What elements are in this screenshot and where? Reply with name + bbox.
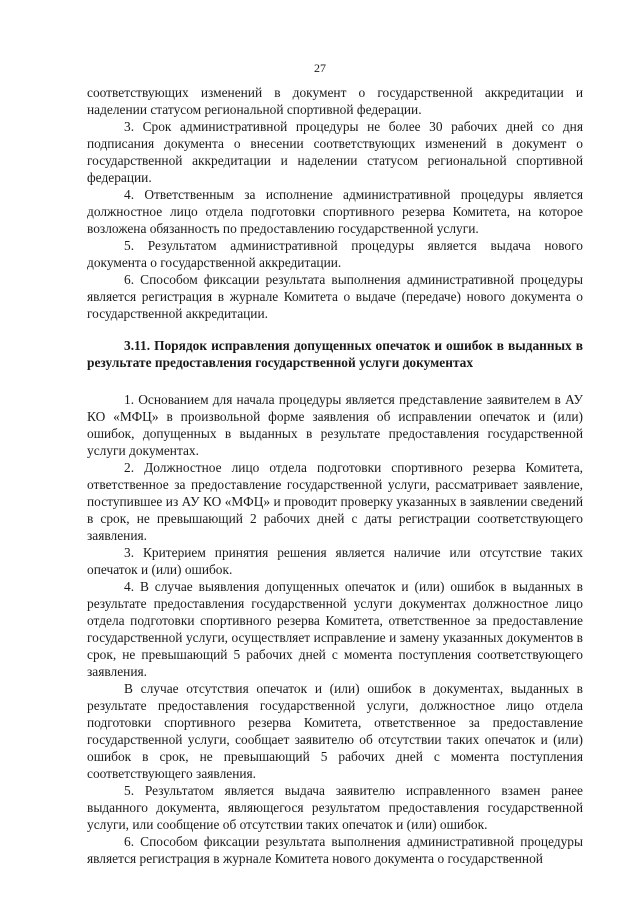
section-heading: 3.11. Порядок исправления допущенных опечаток и ошибок в выданных в результате предоставления государственной услуги документах bbox=[87, 338, 583, 370]
paragraph-item-6: 6. Способом фиксации результата выполнения административной процедуры является регистрация в журнале Комитета о выдаче (передаче) нового документа о государственной аккредитации. bbox=[87, 272, 583, 321]
document-body bbox=[87, 84, 583, 867]
paragraph-no-errors: В случае отсутствия опечаток и (или) ошибок в документах, выданных в результате предоставления государственной услуги, должностное лицо отдела подготовки спортивного резерва Комитета, ответственное за предоставление государственной услуги, сообщает заявителю об отсутствии таких опечаток и (или) ошибок в срок, не превышающий 5 рабочих дней с момента поступления соответствующего заявления. bbox=[87, 681, 583, 781]
paragraph-item-5b: 5. Результатом является выдача заявителю исправленного взамен ранее выданного документа, являющегося результатом предоставления государственной услуги, или сообщение об отсутствии таких опечаток и (или) ошибок. bbox=[87, 783, 583, 832]
paragraph-item-3b: 3. Критерием принятия решения является наличие или отсутствие таких опечаток и (или) ошибок. bbox=[87, 545, 583, 577]
paragraph-item-2: 2. Должностное лицо отдела подготовки спортивного резерва Комитета, ответственное за предоставление государственной услуги, рассматривает заявление, поступившее из АУ КО «МФЦ» и проводит проверку указанных в заявлении сведений в срок, не превышающий 2 рабочих дней с даты регистрации соответствующего заявления. bbox=[87, 460, 583, 543]
paragraph-item-1: 1. Основанием для начала процедуры является представление заявителем в АУ КО «МФЦ» в произвольной форме заявления об исправлении опечаток и (или) ошибок, допущенных в выданных в результате предоставления государственной услуги документах. bbox=[87, 392, 583, 458]
paragraph-item-5: 5. Результатом административной процедуры является выдача нового документа о государственной аккредитации. bbox=[87, 238, 583, 270]
paragraph-continuation: соответствующих изменений в документ о государственной аккредитации и наделении статусом региональной спортивной федерации. bbox=[87, 85, 583, 117]
paragraph-item-6b: 6. Способом фиксации результата выполнения административной процедуры является регистрация в журнале Комитета нового документа о государственной bbox=[87, 834, 583, 866]
paragraph-item-4b: 4. В случае выявления допущенных опечаток и (или) ошибок в выданных в результате предоставления государственной услуги документах должностное лицо отдела подготовки спортивного резерва Комитета, ответственное за предоставление государственной услуги, осуществляет исправление и замену указанных документов в срок, не превышающий 5 рабочих дней с момента поступления соответствующего заявления. bbox=[87, 579, 583, 679]
paragraph-item-3: 3. Срок административной процедуры не более 30 рабочих дней со дня подписания документа о внесении соответствующих изменений в документ о государственной аккредитации и наделении статусом региональной спортивной федерации. bbox=[87, 119, 583, 185]
page-number: 27 bbox=[314, 61, 326, 75]
paragraph-item-4: 4. Ответственным за исполнение административной процедуры является должностное лицо отдела подготовки спортивного резерва Комитета, на которое возложена обязанность по предоставлению государственной услуги. bbox=[87, 187, 583, 236]
